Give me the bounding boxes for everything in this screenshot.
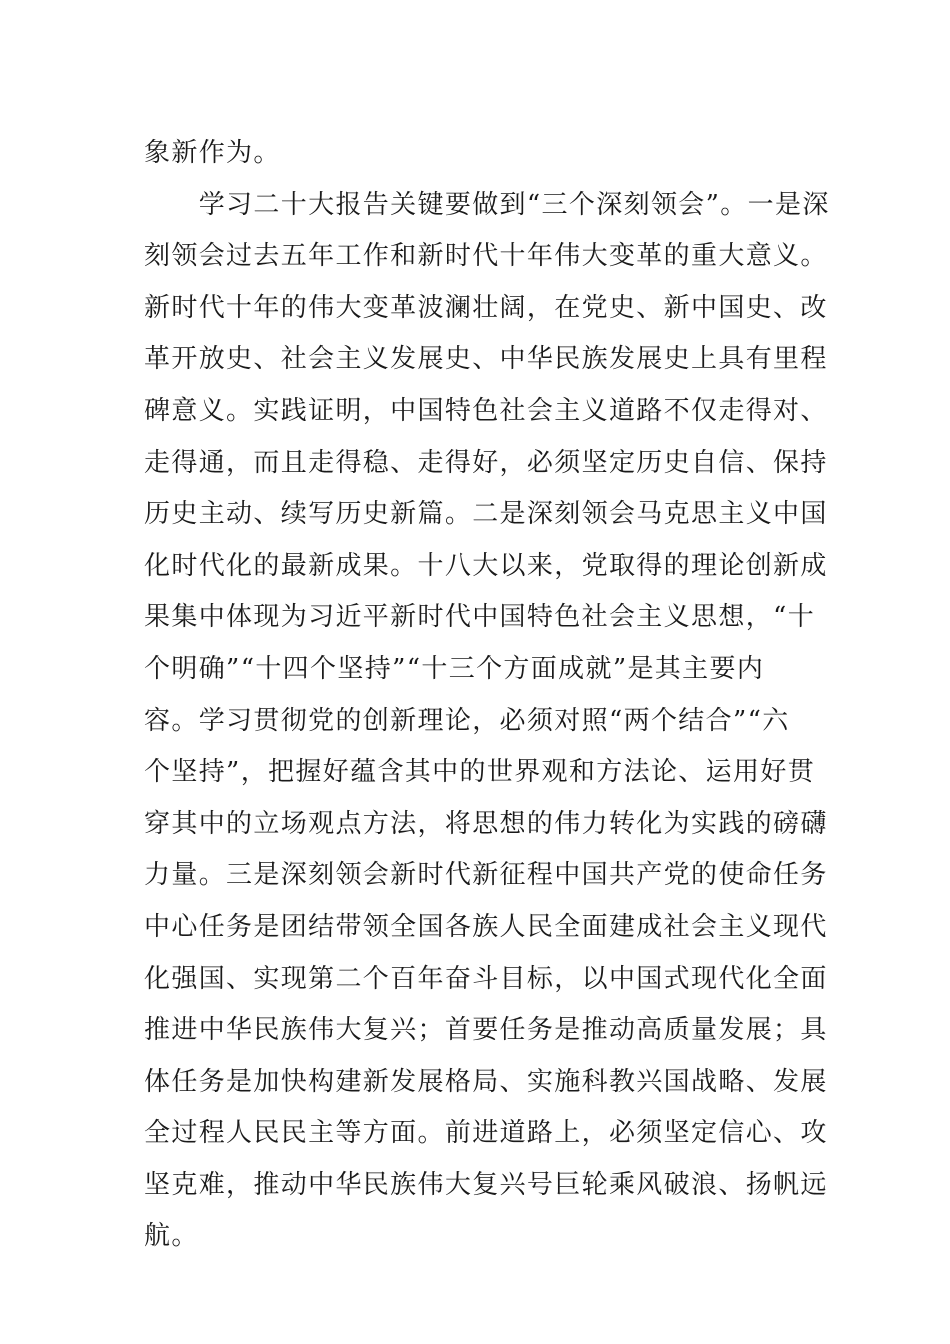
text-line: 学习二十大报告关键要做到“三个深刻领会”。一是深 xyxy=(144,189,830,220)
text-line: 象新作为。 xyxy=(144,138,281,168)
text-line: 走得通，而且走得稳、走得好，必须坚定历史自信、保持 xyxy=(144,447,828,478)
text-line: 革开放史、社会主义发展史、中华民族发展史上具有里程 xyxy=(144,344,828,375)
text-line: 容。学习贯彻党的创新理论，必须对照“两个结合”“六 xyxy=(144,705,790,736)
text-line: 个坚持”，把握好蕴含其中的世界观和方法论、运用好贯 xyxy=(144,757,816,788)
text-line: 个明确”“十四个坚持”“十三个方面成就”是其主要内 xyxy=(144,653,765,684)
text-line: 坚克难，推动中华民族伟大复兴号巨轮乘风破浪、扬帆远 xyxy=(144,1169,828,1200)
text-line: 化时代化的最新成果。十八大以来，党取得的理论创新成 xyxy=(144,550,828,581)
text-line: 碑意义。实践证明，中国特色社会主义道路不仅走得对、 xyxy=(144,395,828,426)
text-line: 新时代十年的伟大变革波澜壮阔，在党史、新中国史、改 xyxy=(144,292,828,323)
text-line: 体任务是加快构建新发展格局、实施科教兴国战略、发展 xyxy=(144,1066,828,1097)
text-line: 推进中华民族伟大复兴；首要任务是推动高质量发展；具 xyxy=(144,1015,828,1046)
text-line: 全过程人民民主等方面。前进道路上，必须坚定信心、攻 xyxy=(144,1118,828,1149)
text-line: 历史主动、续写历史新篇。二是深刻领会马克思主义中国 xyxy=(144,499,828,530)
text-line: 化强国、实现第二个百年奋斗目标，以中国式现代化全面 xyxy=(144,963,828,994)
text-line: 刻领会过去五年工作和新时代十年伟大变革的重大意义。 xyxy=(144,241,828,272)
text-line: 中心任务是团结带领全国各族人民全面建成社会主义现代 xyxy=(144,911,828,942)
text-line: 果集中体现为习近平新时代中国特色社会主义思想，“十 xyxy=(144,602,816,633)
text-line: 力量。三是深刻领会新时代新征程中国共产党的使命任务 xyxy=(144,860,828,891)
body-text xyxy=(144,128,830,1263)
text-line: 航。 xyxy=(144,1221,199,1252)
text-line: 穿其中的立场观点方法，将思想的伟力转化为实践的磅礴 xyxy=(144,808,828,839)
